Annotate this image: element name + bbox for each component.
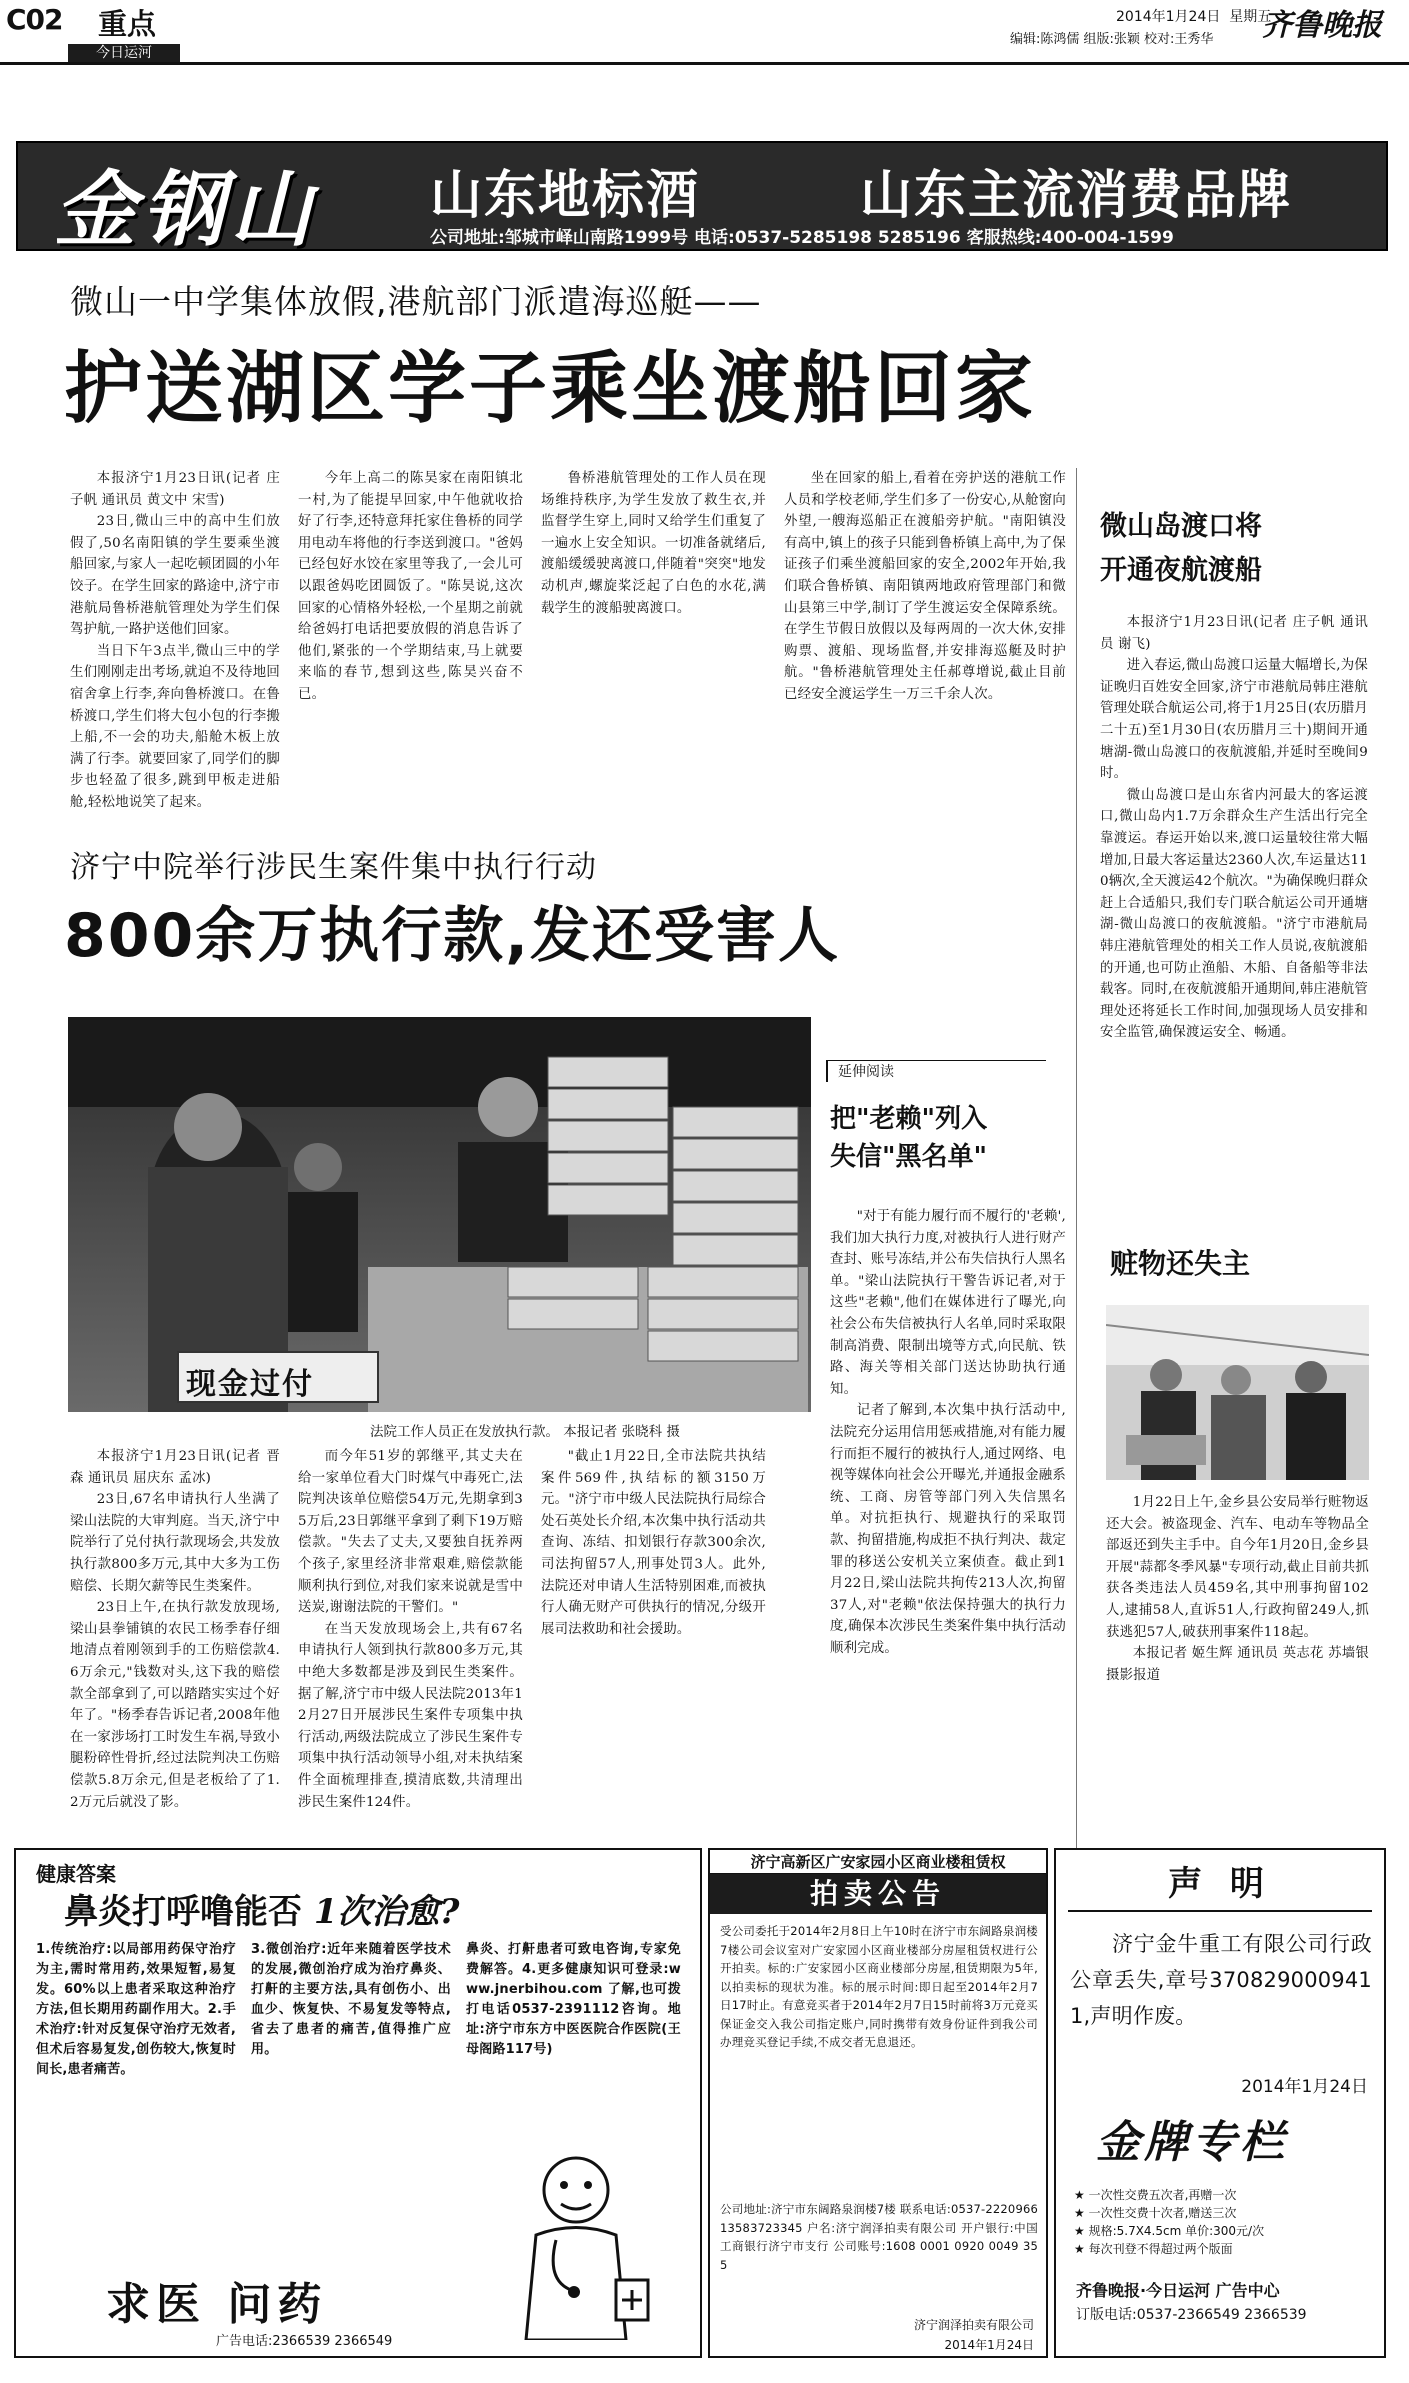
story-divider-vertical <box>1076 468 1077 1848</box>
photo-sign: 现金过付 <box>186 1367 314 1402</box>
ad-brand: 金钢山 <box>54 162 318 258</box>
ad-slogan-2: 山东主流消费品牌 <box>860 166 1293 226</box>
promo-footer-2: 订版电话:0537-2366549 2366539 <box>1076 2307 1307 2323</box>
story2-col2 <box>298 1446 523 1846</box>
ad-health-col3: 鼻炎、打鼾患者可致电咨询,专家免费解答。4.更多健康知识可登录:www.jnerbihou.com 了解,也可拨打电话0537-2391112咨询。地址:济宁市东方中医医院合作医院(王母阁路117号) <box>466 1942 681 2057</box>
ad-banner-jingangshan <box>16 141 1388 258</box>
header-rule <box>0 62 1409 65</box>
side1-body <box>1100 612 1368 1252</box>
story1-col1 <box>70 468 280 808</box>
side3-headline: 赃物还失主 <box>1110 1247 1251 1280</box>
ad-health-title <box>64 1884 459 1933</box>
editor-line: 编辑:陈鸿儒 组版:张颖 校对:王秀华 <box>1010 32 1214 47</box>
notice-date: 2014年1月24日 <box>1241 2077 1368 2097</box>
promo-line-3: ★ 规格:5.7X4.5cm 单价:300元/次 <box>1074 2224 1265 2238</box>
photo-scene <box>68 1017 811 1412</box>
notice-rule <box>1068 1910 1372 1912</box>
side3-photo <box>1106 1305 1369 1480</box>
ad-health-col1: 1.传统治疗:以局部用药保守治疗为主,需时常用药,效果短暂,易复发。60%以上患者采取这种治疗方法,但长期用药副作用大。2.手术治疗:针对反复保守治疗无效者,但术后容易复发,创伤较大,恢复时间长,患者痛苦。 <box>36 1942 236 2077</box>
side1-byline: 本报济宁1月23日讯(记者 庄子帆 通讯员 谢飞) <box>1100 615 1368 652</box>
ad-notice <box>1054 1848 1386 2358</box>
auction-date: 2014年1月24日 <box>944 2338 1034 2352</box>
story1-col4 <box>784 468 1066 808</box>
story1-para-3: 今年上高二的陈昊家在南阳镇北一村,为了能提早回家,中午他就收拾好了行李,还特意拜托家住鲁桥的同学用电动车将他的行李送到渡口。"爸妈已经包好水饺在家里等我了,一会儿可以跟爸妈吃团圆饭了。"陈昊说,这次回家的心情格外轻松,一个星期之前就给爸妈打电话把要放假的消息告诉了他们,紧张的一个学期结束,马上就要来临的春节,想到这些,陈昊兴奋不已。 <box>298 471 523 702</box>
issue-date-text: 2014年1月24日 <box>1116 9 1221 25</box>
side3-photo-scene <box>1106 1305 1369 1480</box>
promo-line-4: ★ 每次刊登不得超过两个版面 <box>1074 2242 1233 2256</box>
story1-para-2: 当日下午3点半,微山三中的学生们刚刚走出考场,就迫不及待地回宿舍拿上行李,奔向鲁桥渡口。在鲁桥渡口,学生们将大包小包的行李搬上船,不一会的功夫,船舱木板上放满了行李。就要回家了,同学们的脚步也轻盈了很多,跳到甲板走进船舱,轻松地说笑了起来。 <box>70 643 280 808</box>
story1-para-5: 坐在回家的船上,看着在旁护送的港航工作人员和学校老师,学生们多了一份安心,从舱窗向外望,一艘海巡船正在渡船旁护航。"南阳镇没有高中,镇上的孩子只能到鲁桥镇上高中,为了保证孩子们乘坐渡船回家的安全,2002年开始,我们联合鲁桥镇、南阳镇两地政府管理部门和微山县第三中学,制订了学生渡运安全保障系统。在学生节假日放假以及每两周的一次大休,安排购票、渡船、现场监督,并安排海巡艇及时护航。"鲁桥港航管理处主任郝尊增说,截止目前已经安全渡运学生一万三千余人次。 <box>784 471 1066 702</box>
auction-banner: 济宁高新区广安家园小区商业楼租赁权 <box>710 1850 1046 1874</box>
side2-para-1: "对于有能力履行而不履行的'老赖',我们加大执行力度,对被执行人进行财产查封、账号冻结,并公布失信执行人黑名单。"梁山法院执行干警告诉记者,对于这些"老赖",他们在媒体进行了曝光,向社会公布失信被执行人名单,同时采取限制高消费、限制出境等方式,向民航、铁路、海关等相关部门送达协助执行通知。 <box>830 1209 1066 1397</box>
promo-line-1-text: 一次性交费五次者,再赠一次 <box>1088 2188 1237 2202</box>
page-number: C02 <box>6 3 63 36</box>
paper-logo: 齐鲁晚报 <box>1262 8 1382 43</box>
story1-col3 <box>541 468 766 808</box>
notice-title: 声 明 <box>1168 1864 1272 1904</box>
promo-lines <box>1074 2186 1264 2258</box>
story1-kicker: 微山一中学集体放假,港航部门派遣海巡艇—— <box>70 282 762 321</box>
promo-line-3-text: 规格:5.7X4.5cm 单价:300元/次 <box>1088 2224 1265 2238</box>
side2-headline-line2: 失信"黑名单" <box>830 1142 988 1172</box>
ad-health-phone: 广告电话:2366539 2366549 <box>216 2334 393 2349</box>
ad-health <box>14 1848 702 2358</box>
story2-para-5: "截止1月22日,全市法院共执结案件569件,执结标的额3150万元。"济宁市中级人民法院执行局综合处石英处长介绍,本次集中执行活动共查询、冻结、扣划银行存款300余次,司法拘留57人,刑事处罚3人。此外,法院还对申请人生活特别困难,而被执行人确无财产可供执行的情况,分级开展司法救助和社会援助。 <box>541 1449 766 1637</box>
issue-date <box>1116 6 1271 26</box>
ad-health-footer-title: 求医 问药 <box>106 2279 328 2330</box>
side2-headline-line1: 把"老赖"列入 <box>830 1104 988 1134</box>
side3-body <box>1106 1492 1369 1772</box>
side1-para-1: 进入春运,微山岛渡口运量大幅增长,为保证晚归百姓安全回家,济宁市港航局韩庄港航管理处联合航运公司,将于1月25日(农历腊月二十五)至1月30日(农历腊月三十)期间开通塘湖-微山岛渡口的夜航渡船,并延时至晚间9时。 <box>1100 658 1368 782</box>
promo-line-4-text: 每次刊登不得超过两个版面 <box>1088 2242 1233 2256</box>
ad-auction <box>708 1848 1048 2358</box>
story2-headline: 800余万执行款,发还受害人 <box>64 901 841 971</box>
side1-headline <box>1100 505 1262 593</box>
story2-para-4: 在当天发放现场会上,共有67名申请执行人领到执行款800多万元,其中绝大多数都是涉及到民生类案件。据了解,济宁市中级人民法院2013年12月27日开展涉民生案件专项集中执行活动,两级法院成立了涉民生案件专项集中执行活动领导小组,对未执结案件全面梳理排查,摸清底数,共清理出涉民生案件124件。 <box>298 1621 523 1810</box>
auction-body: 受公司委托于2014年2月8日上午10时在济宁市东阔路泉润楼7楼公司会议室对广安家园小区商业楼部分房屋租赁权进行公开拍卖。标的:广安家园小区商业楼部分房屋,租赁期限为5年,以拍卖标的现状为准。标的展示时间:即日起至2014年2月7日17时止。有意竞买者于2014年2月7日15时前将3万元竞买保证金交入我公司指定账户,同时携带有效身份证件到我公司办理竞买登记手续,不成交者无息退还。 <box>720 1924 1038 2049</box>
side1-para-2: 微山岛渡口是山东省内河最大的客运渡口,微山岛内1.7万余群众生产生活出行完全靠渡运。春运开始以来,渡口运量较往常大幅增加,日最大客运量达2360人次,车运量达110辆次,全天渡运42个航次。"为确保晚归群众赶上合适船只,我们专门联合航运公司开通塘湖-微山岛渡口的夜航渡船。"济宁市港航局韩庄港航管理处的相关工作人员说,夜航渡船的开通,也可防止渔船、木船、自备船等非法载客。同时,在夜航渡船开通期间,韩庄港航管理处还将延长工作时间,加强现场人员安排和安全监管,确保渡运安全、畅通。 <box>1100 787 1368 1041</box>
ad-health-tag: 健康答案 <box>36 1862 116 1886</box>
story1-col2 <box>298 468 523 808</box>
story2-col3 <box>541 1446 766 1846</box>
story2-byline: 本报济宁1月23日讯(记者 晋森 通讯员 屈庆东 孟冰) <box>70 1449 280 1486</box>
story2-col1 <box>70 1446 280 1846</box>
side1-headline-line2: 开通夜航渡船 <box>1100 555 1262 586</box>
subsection-tab: 今日运河 <box>68 44 180 63</box>
auction-company: 济宁润泽拍卖有限公司 <box>913 2318 1034 2332</box>
issue-weekday: 星期五 <box>1229 9 1272 25</box>
doctor-illustration <box>486 2140 666 2340</box>
story2-photo-caption: 法院工作人员正在发放执行款。 本报记者 张晓科 摄 <box>370 1424 680 1440</box>
ad-health-title-pre: 鼻炎打呼噜能否 <box>64 1892 302 1932</box>
ad-address: 公司地址:邹城市峄山南路1999号 电话:0537-5285198 5285196 客服热线:400-004-1599 <box>430 228 1174 248</box>
promo-line-2: ★ 一次性交费十次者,赠送三次 <box>1074 2206 1237 2220</box>
ad-health-col2: 3.微创治疗:近年来随着医学技术的发展,微创治疗成为治疗鼻炎、打鼾的主要方法,具有创伤小、出血少、恢复快、不易复发等特点,省去了患者的痛苦,值得推广应用。 <box>251 1942 451 2057</box>
ad-health-title-em: 1次治愈? <box>313 1892 460 1932</box>
side2-headline <box>830 1100 987 1176</box>
side3-para-1: 1月22日上午,金乡县公安局举行赃物返还大会。被盗现金、汽车、电动车等物品全部返还到失主手中。自今年1月20日,金乡县开展"蒜都冬季风暴"专项行动,截止目前共抓获各类违法人员459名,其中刑事拘留102人,逮捕58人,直诉51人,行政拘留249人,抓获逃犯57人,破获刑事案件118起。 <box>1106 1495 1369 1640</box>
promo-title: 金牌专栏 <box>1096 2117 1288 2168</box>
side2-tag: 延伸阅读 <box>826 1060 1046 1082</box>
story1-para-4: 鲁桥港航管理处的工作人员在现场维持秩序,为学生发放了救生衣,并监督学生穿上,同时又给学生们重复了一遍水上安全知识。一切准备就绪后,渡船缓缓驶离渡口,伴随着"突突"地发动机声,螺旋桨泛起了白色的水花,满载学生的渡船驶离渡口。 <box>541 471 766 616</box>
promo-footer-1: 齐鲁晚报·今日运河 广告中心 <box>1076 2281 1280 2300</box>
side2-para-2: 记者了解到,本次集中执行活动中,法院充分运用信用惩戒措施,对有能力履行而拒不履行的被执行人,通过网络、电视等媒体向社会公开曝光,并通报金融系统、工商、房管等部门列入失信黑名单。对抗拒执行、规避执行的采取罚款、拘留措施,构成拒不执行判决、裁定罪的移送公安机关立案侦查。截止到1月22日,梁山法院共拘传213人次,拘留37人,对"老赖"依法保持强大的执行力度,确保本次涉民生类案件集中执行活动顺利完成。 <box>830 1403 1066 1656</box>
story2-para-2: 23日上午,在执行款发放现场,梁山县拳铺镇的农民工杨季春仔细地清点着刚领到手的工伤赔偿款4.6万余元,"钱数对头,这下我的赔偿款全部拿到了,可以踏踏实实过个好年了。"杨季春告诉记者,2008年他在一家涉场打工时发生车祸,导致小腿粉碎性骨折,经过法院判决工伤赔偿款5.8万余元,但是老板给了了1.2万元后就没了影。 <box>70 1600 280 1810</box>
promo-line-1: ★ 一次性交费五次者,再赠一次 <box>1074 2188 1237 2202</box>
story1-byline: 本报济宁1月23日讯(记者 庄子帆 通讯员 黄文中 宋雪) <box>70 471 280 508</box>
side3-credit: 本报记者 姬生辉 通讯员 英志花 苏墙银 摄影报道 <box>1106 1646 1369 1683</box>
promo-line-2-text: 一次性交费十次者,赠送三次 <box>1088 2206 1237 2220</box>
auction-title: 拍卖公告 <box>710 1874 1046 1914</box>
ad-slogan-1: 山东地标酒 <box>430 166 701 226</box>
auction-contact: 公司地址:济宁市东阔路泉润楼7楼 联系电话:0537-2220966 13583723345 户名:济宁润泽拍卖有限公司 开户银行:中国工商银行济宁市支行 公司账号:1608 0001 0920 0049 355 <box>720 2202 1038 2272</box>
story2-photo <box>68 1017 811 1412</box>
story1-headline: 护送湖区学子乘坐渡船回家 <box>64 344 1037 434</box>
page-header <box>0 0 1409 61</box>
story2-kicker: 济宁中院举行涉民生案件集中执行行动 <box>70 850 597 885</box>
notice-body: 济宁金牛重工有限公司行政公章丢失,章号3708290009411,声明作废。 <box>1070 1932 1372 2028</box>
story1-para-1: 23日,微山三中的高中生们放假了,50名南阳镇的学生要乘坐渡船回家,与家人一起吃顿团圆的小年饺子。在学生回家的路途中,济宁市港航局鲁桥港航管理处为学生们保驾护航,一路护送他们回家。 <box>70 514 280 638</box>
side1-headline-line1: 微山岛渡口将 <box>1100 511 1262 542</box>
side2-body <box>830 1206 1066 1846</box>
section-name: 重点 <box>98 7 157 41</box>
story2-para-3: 而今年51岁的郭继平,其丈夫在给一家单位看大门时煤气中毒死亡,法院判决该单位赔偿54万元,先期拿到35万后,23日郭继平拿到了剩下19万赔偿款。"失去了丈夫,又要独自抚养两个孩子,家里经济非常艰难,赔偿款能顺利执行到位,对我们家来说就是雪中送炭,谢谢法院的干警们。" <box>298 1449 523 1616</box>
story2-para-1: 23日,67名申请执行人坐满了梁山法院的大审判庭。当天,济宁中院举行了兑付执行款现场会,共发放执行款800多万元,其中大多为工伤赔偿、长期欠薪等民生类案件。 <box>70 1492 280 1594</box>
